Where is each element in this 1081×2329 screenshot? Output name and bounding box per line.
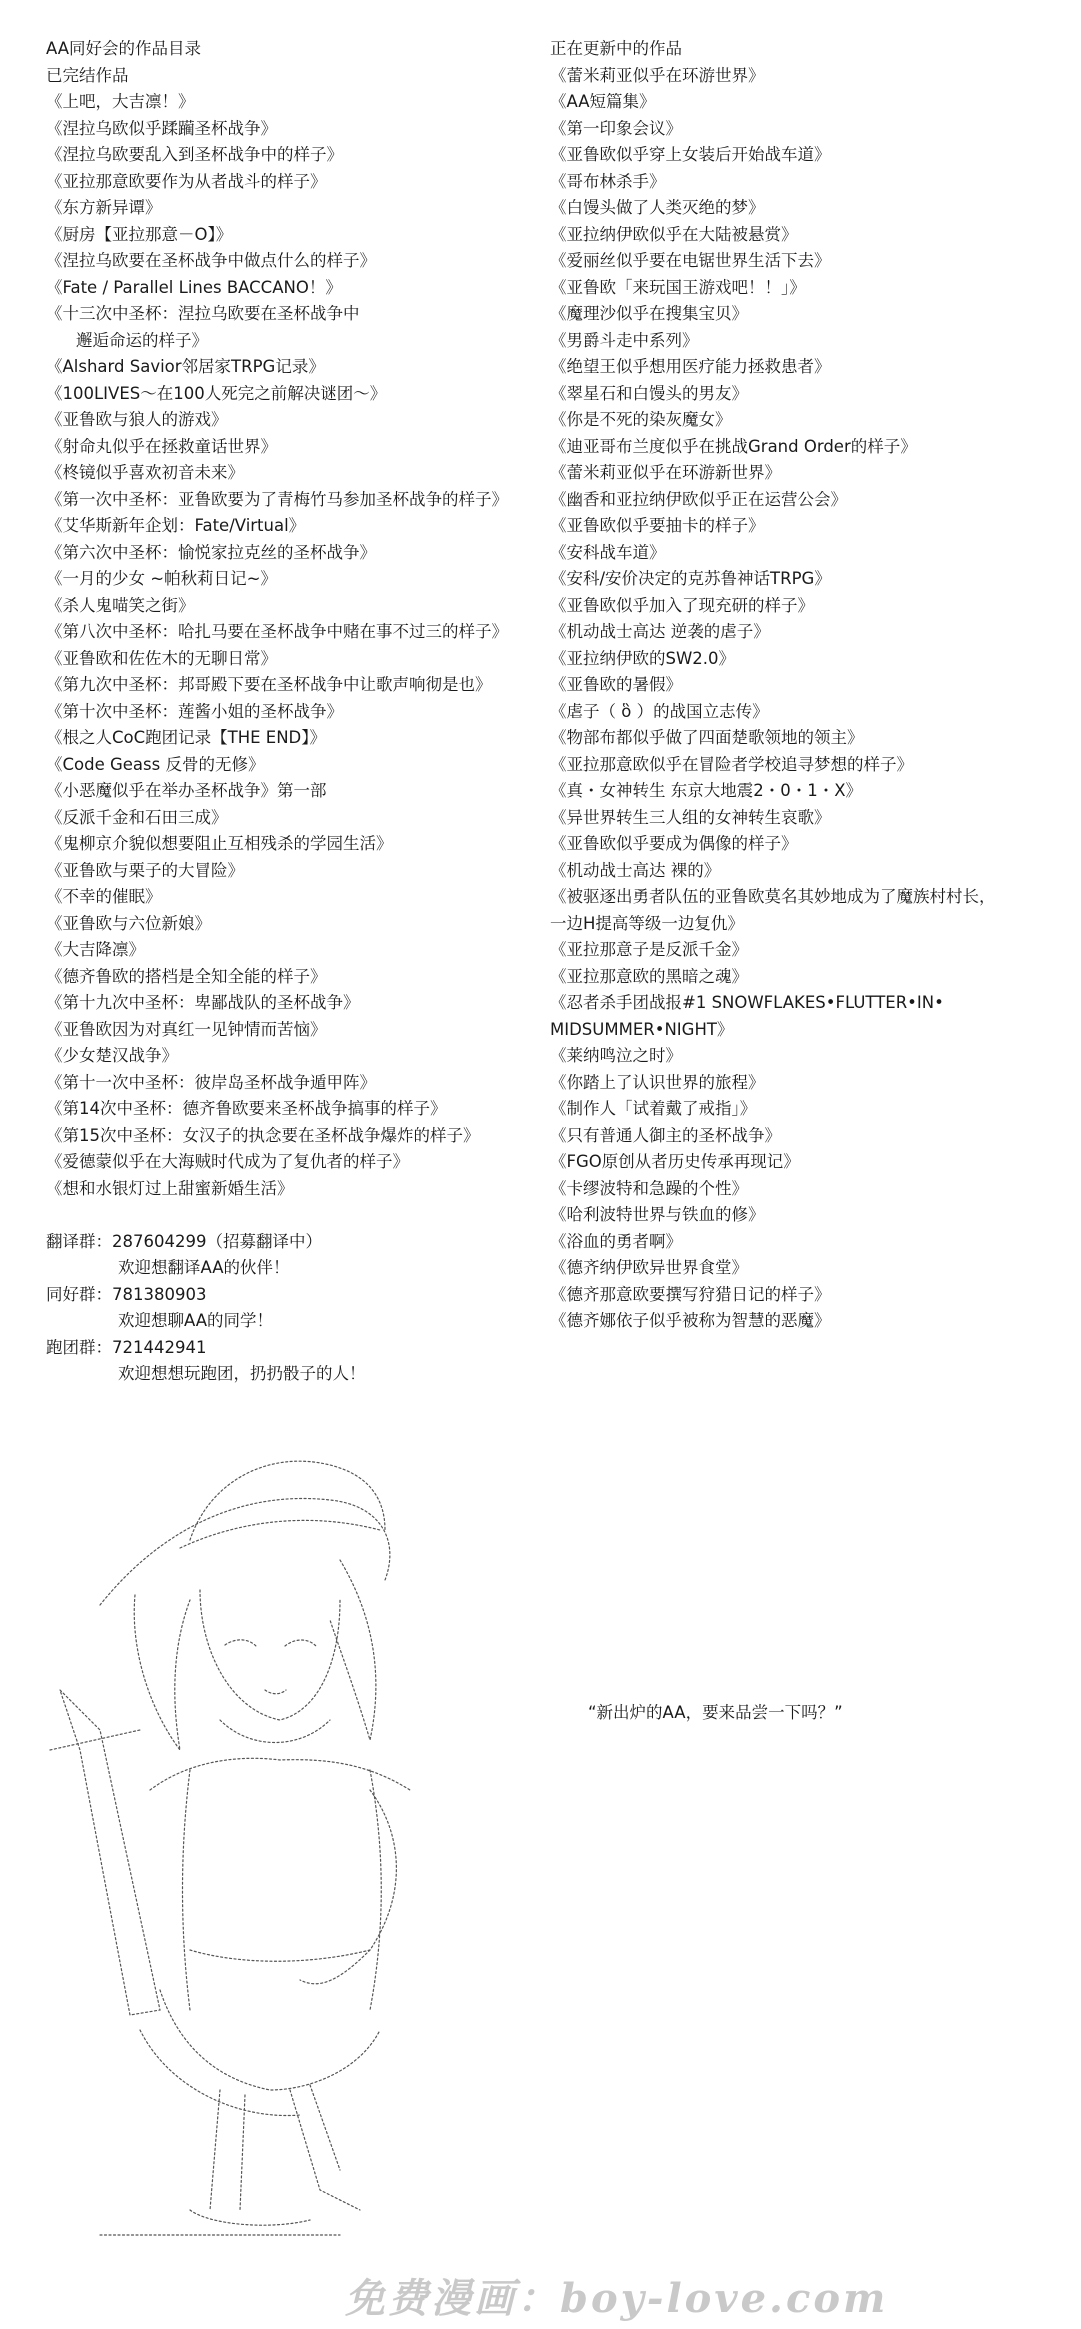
work-title: 《翠星石和白馒头的男友》 [550,383,748,403]
work-title: 《少女楚汉战争》 [46,1046,178,1065]
work-title: 《第十一次中圣杯：彼岸岛圣杯战争遁甲阵》 [46,1072,376,1092]
completed-heading: 已完结作品 [46,65,129,85]
catalog-heading: AA同好会的作品目录 [46,39,202,58]
right-column [550,36,1070,1335]
work-title: 《制作人「试着戴了戒指」》 [550,1099,757,1118]
work-title: 《根之人CoC跑团记录【THE END】》 [46,728,327,747]
hat-band-shape [180,1520,380,1548]
group-note: 欢迎想聊AA的同学！ [118,1311,274,1330]
work-title: 《绝望王似乎想用医疗能力拯救患者》 [550,357,831,376]
ascii-art-illustration [40,1390,600,2245]
work-title: 《魔理沙似乎在搜集宝贝》 [550,304,748,323]
work-title: 《莱纳鸣泣之时》 [550,1046,682,1065]
work-title: MIDSUMMER•NIGHT》 [550,1019,734,1039]
group-number: 287604299（招募翻译中） [112,1231,322,1251]
work-title: 《亚鲁欧似乎穿上女装后开始战车道》 [550,145,831,164]
work-title: 《亚鲁欧似乎要成为偶像的样子》 [550,834,798,853]
work-title: 《你是不死的染灰魔女》 [550,410,732,429]
work-title: 《东方新异谭》 [46,198,162,217]
work-title: 《真・女神转生 东京大地震2・0・1・X》 [550,781,863,800]
work-title: 《Alshard Savior邻居家TRPG记录》 [46,357,325,376]
torso-shape [183,1770,382,2010]
work-title: 《FGO原创从者历史传承再现记》 [550,1152,800,1171]
work-title: 《被驱逐出勇者队伍的亚鲁欧莫名其妙地成为了魔族村村长， [550,887,996,906]
group-note: 欢迎想想玩跑团，扔扔骰子的人！ [118,1364,366,1383]
work-title: 《亚拉那意欧的黑暗之魂》 [550,966,748,986]
work-title: 《第一次中圣杯：亚鲁欧要为了青梅竹马参加圣杯战争的样子》 [46,489,508,509]
waist-shape [190,1950,370,1961]
work-title: 《浴血的勇者啊》 [550,1231,682,1251]
work-title: 邂逅命运的样子》 [76,330,208,350]
work-title: 《忍者杀手团战报#1 SNOWFLAKES•FLUTTER•IN• [550,993,944,1012]
skirt-shape [140,1990,380,2116]
ascii-art-figure [40,1390,600,2245]
work-title: 《十三次中圣杯：涅拉乌欧要在圣杯战争中 [46,304,360,323]
face-outline-shape [200,1590,340,1720]
work-title: 《涅拉乌欧要乱入到圣杯战争中的样子》 [46,145,343,164]
leg-right-shape [290,2085,360,2210]
work-title: 《德齐鲁欧的搭档是全知全能的样子》 [46,966,327,986]
work-title: 《只有普通人御主的圣杯战争》 [550,1125,781,1145]
work-title: 《安科/安价决定的克苏鲁神话TRPG》 [550,569,831,588]
group-note: 欢迎想翻译AA的伙伴！ [118,1258,290,1277]
spacer [46,1202,546,1229]
work-title: 《亚鲁欧似乎加入了现充研的样子》 [550,595,814,615]
group-row [46,1229,546,1256]
work-title: 《亚鲁欧和佐佐木的无聊日常》 [46,648,277,668]
work-title: 《德齐娜依子似乎被称为智慧的恶魔》 [550,1311,831,1330]
work-title: 《大吉降凛》 [46,940,145,959]
work-title: 《哥布林杀手》 [550,171,666,191]
hat-crown-shape [190,1461,385,1540]
hat-brim-shape [100,1498,390,1605]
work-title: 《反派千金和石田三成》 [46,807,228,827]
speech-bubble-text: “新出炉的AA，要来品尝一下吗？” [588,1703,843,1722]
work-title: 《亚鲁欧似乎要抽卡的样子》 [550,516,765,535]
work-title: 《德齐纳伊欧异世界食堂》 [550,1258,748,1277]
work-title: 《亚鲁欧因为对真红一见钟情而苦恼》 [46,1019,327,1039]
work-title: 《上吧，大吉凛！》 [46,92,195,111]
hair-left-shape [134,1595,190,1750]
group-contact-list [46,1229,546,1388]
collar-shape [220,1720,330,1743]
group-label: 同好群： [46,1284,112,1304]
work-title: 《亚拉那意欧要作为从者战斗的样子》 [46,171,327,191]
group-number: 781380903 [112,1284,207,1304]
work-title: 《Code Geass 反骨的无修》 [46,754,265,774]
work-title: 《爱丽丝似乎要在电锯世界生活下去》 [550,251,831,270]
work-title: 《第14次中圣杯：德齐鲁欧要来圣杯战争搞事的样子》 [46,1099,447,1118]
ongoing-works-list [550,63,1070,1335]
work-title: 《涅拉乌欧似乎蹂躏圣杯战争》 [46,118,277,138]
watermark: 免费漫画：boy-love.com [345,2275,889,2322]
work-title: 《第十次中圣杯：莲酱小姐的圣杯战争》 [46,701,343,721]
work-title: 《迪亚哥布兰度似乎在挑战Grand Order的样子》 [550,436,917,456]
eye-right-shape [285,1640,316,1646]
eye-left-shape [225,1640,256,1646]
work-title: 《物部布都似乎做了四面楚歌领地的领主》 [550,728,864,747]
work-title: 《亚拉纳伊欧似乎在大陆被悬赏》 [550,224,798,244]
sword-blade-shape [60,1690,160,2015]
work-title: 《亚鲁欧与狼人的游戏》 [46,410,228,429]
work-title: 《蕾米莉亚似乎在环游世界》 [550,65,765,85]
completed-works-list [46,89,546,1202]
work-title: 《爱德蒙似乎在大海贼时代成为了复仇者的样子》 [46,1152,409,1171]
work-title: 《AA短篇集》 [550,92,656,111]
work-title: 一边H提高等级一边复仇》 [550,913,744,933]
sword-guard-shape [50,1730,140,1750]
work-title: 《一月的少女 ~帕秋莉日记~》 [46,569,277,588]
work-title: 《蕾米莉亚似乎在环游新世界》 [550,463,781,482]
group-number: 721442941 [112,1337,207,1357]
work-title: 《100LIVES～在100人死完之前解决谜团～》 [46,383,387,403]
work-title: 《第八次中圣杯：哈扎马要在圣杯战争中赌在事不过三的样子》 [46,622,508,641]
group-label: 跑团群： [46,1337,112,1357]
work-title: 《异世界转生三人组的女神转生哀歌》 [550,807,831,827]
work-title: 《亚鲁欧与栗子的大冒险》 [46,860,244,880]
group-row [46,1335,546,1362]
work-title: 《机动战士高达 逆袭的虐子》 [550,622,770,641]
work-title: 《虐子（ ὃ ）的战国立志传》 [550,701,769,721]
group-row [46,1282,546,1309]
left-column [46,36,546,1388]
work-title: 《亚拉那意子是反派千金》 [550,940,748,959]
work-title: 《机动战士高达 裸的》 [550,860,721,880]
work-title: 《想和水银灯过上甜蜜新婚生活》 [46,1178,294,1198]
work-title: 《白馒头做了人类灭绝的梦》 [550,198,765,217]
work-title: 《男爵斗走中系列》 [550,330,699,350]
work-title: 《杀人鬼喵笑之街》 [46,595,195,615]
work-title: 《第一印象会议》 [550,118,682,138]
work-title: 《亚鲁欧与六位新娘》 [46,913,211,933]
mouth-shape [265,1690,286,1694]
work-title: 《哈利波特世界与铁血的修》 [550,1205,765,1224]
work-title: 《第六次中圣杯：愉悦家拉克丝的圣杯战争》 [46,542,376,562]
work-title: 《Fate / Parallel Lines BACCANO！》 [46,277,342,297]
work-title: 《第九次中圣杯：邦哥殿下要在圣杯战争中让歌声响彻是也》 [46,675,492,694]
work-title: 《你踏上了认识世界的旅程》 [550,1072,765,1092]
work-title: 《幽香和亚拉纳伊欧似乎正在运营公会》 [550,489,847,509]
ongoing-heading: 正在更新中的作品 [550,39,682,58]
work-title: 《卡缪波特和急躁的个性》 [550,1178,748,1198]
group-label: 翻译群： [46,1231,112,1251]
work-title: 《亚拉纳伊欧的SW2.0》 [550,648,736,668]
work-title: 《不幸的催眠》 [46,887,162,906]
work-title: 《安科战车道》 [550,542,666,562]
work-title: 《亚拉那意欧似乎在冒险者学校追寻梦想的样子》 [550,754,913,774]
work-title: 《第15次中圣杯：女汉子的执念要在圣杯战争爆炸的样子》 [46,1125,480,1145]
work-title: 《小恶魔似乎在举办圣杯战争》第一部 [46,781,327,800]
work-title: 《柊镜似乎喜欢初音未来》 [46,463,244,482]
work-title: 《德齐那意欧要撰写狩猎日记的样子》 [550,1284,831,1304]
work-title: 《亚鲁欧「来玩国王游戏吧！！」》 [550,277,806,297]
work-title: 《亚鲁欧的暑假》 [550,675,682,694]
hair-right-shape [330,1560,376,1740]
work-title: 《射命丸似乎在拯救童话世界》 [46,436,277,456]
work-title: 《厨房【亚拉那意－O】》 [46,224,233,244]
work-title: 《涅拉乌欧要在圣杯战争中做点什么的样子》 [46,251,376,270]
boot-shape [190,2210,310,2225]
work-title: 《第十九次中圣杯：卑鄙战队的圣杯战争》 [46,993,360,1012]
work-title: 《艾华斯新年企划：Fate/Virtual》 [46,516,306,535]
work-title: 《鬼柳京介貌似想要阻止互相残杀的学园生活》 [46,834,393,853]
leg-left-shape [210,2090,245,2210]
